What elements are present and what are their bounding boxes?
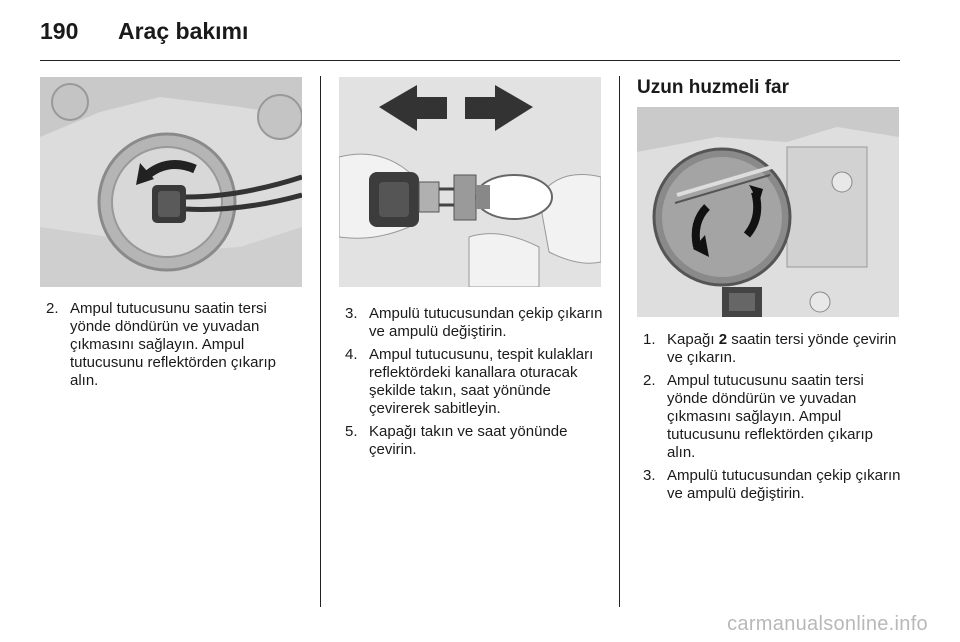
- step-item: [345, 305, 607, 341]
- step-text: Ampulü tutucusundan çekip çıkarın ve ampulü değiştirin.: [369, 305, 603, 340]
- step-text-pre: Kapağı: [667, 331, 719, 348]
- step-number: 2.: [46, 300, 59, 317]
- step-item: [345, 423, 607, 459]
- step-text: Ampulü tutucusundan çekip çıkarın ve ampulü değiştirin.: [667, 467, 901, 502]
- step-text: Ampul tutucusunu, tespit kulakları reflektördeki kanallara oturacak şekilde takın, saat yönünde çevirerek sabitleyin.: [369, 346, 594, 417]
- page-title: Araç bakımı: [118, 18, 249, 44]
- watermark: carmanualsonline.info: [727, 613, 928, 635]
- header-divider: [40, 60, 900, 61]
- steps-list-col2: [345, 305, 607, 464]
- column-divider-2: [619, 76, 620, 607]
- step-item: [643, 467, 905, 503]
- figure-high-beam-cover: [637, 107, 899, 317]
- steps-list-col1: [46, 300, 304, 395]
- step-item: [345, 346, 607, 418]
- figure-bulb-replacement: [339, 77, 601, 287]
- step-number: 5.: [345, 423, 358, 440]
- step-item: [643, 372, 905, 462]
- step-number: 3.: [643, 467, 656, 484]
- callout-number: 2: [718, 331, 728, 348]
- section-title: Uzun huzmeli far: [637, 77, 790, 98]
- step-item: [46, 300, 304, 390]
- step-text: Ampul tutucusunu saatin tersi yönde döndürün ve yuvadan çıkmasını sağlayın. Ampul tutucusunu reflektörden çıkarıp alın.: [667, 372, 873, 461]
- page-header: [40, 18, 248, 48]
- step-item: [643, 331, 905, 367]
- column-divider-1: [320, 76, 321, 607]
- step-number: 1.: [643, 331, 656, 348]
- step-text: Ampul tutucusunu saatin tersi yönde döndürün ve yuvadan çıkmasını sağlayın. Ampul tutucusunu reflektörden çıkarıp alın.: [70, 300, 276, 389]
- step-text-post: saatin tersi yönde çevirin ve çıkarın.: [667, 331, 897, 366]
- step-number: 3.: [345, 305, 358, 322]
- step-number: 2.: [643, 372, 656, 389]
- step-number: 4.: [345, 346, 358, 363]
- step-text: Kapağı takın ve saat yönünde çevirin.: [369, 423, 568, 458]
- steps-list-col3: [643, 331, 905, 508]
- figure-bulb-holder-removal: [40, 77, 302, 287]
- page-number: 190: [40, 18, 79, 44]
